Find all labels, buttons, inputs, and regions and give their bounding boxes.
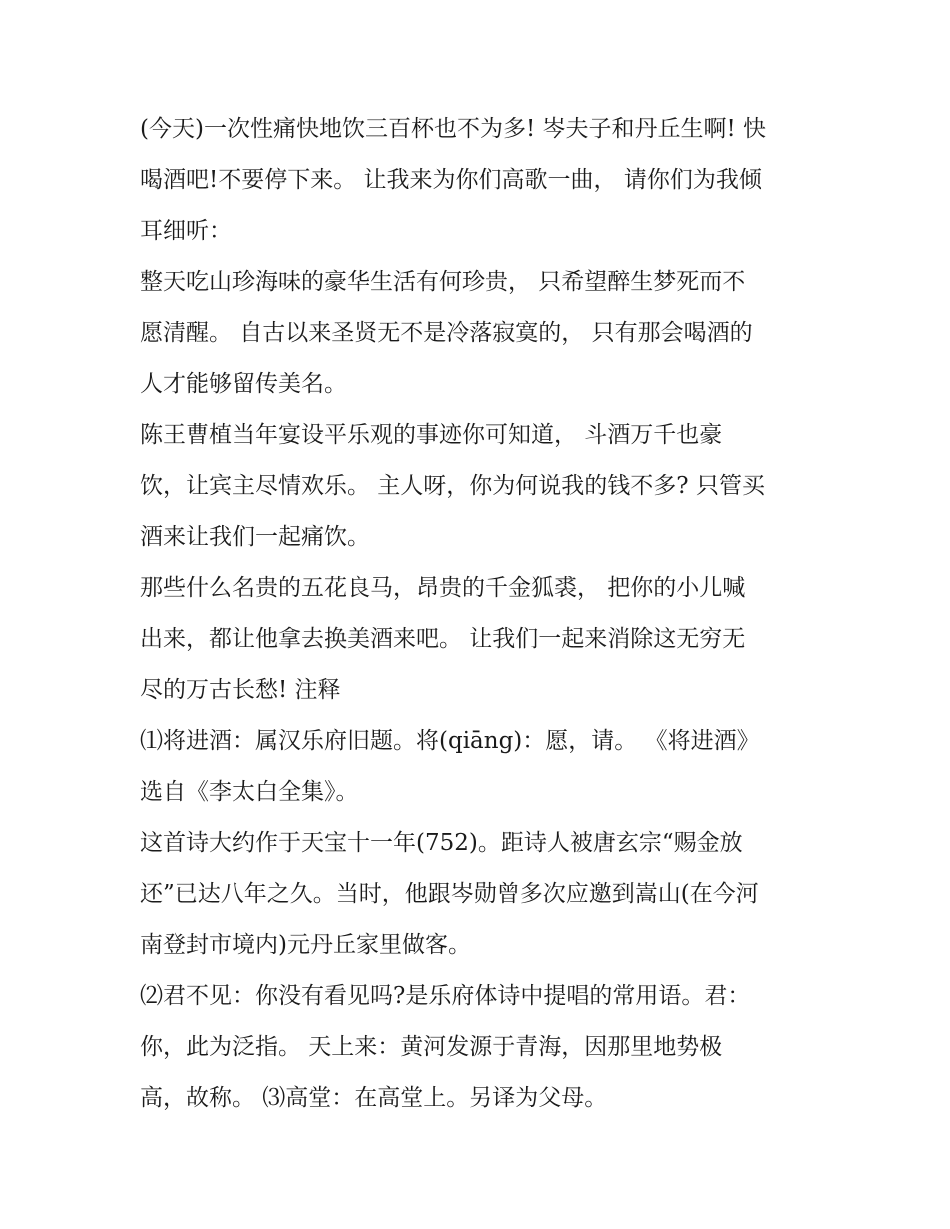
text-line: 那些什么名贵的五花良马，昂贵的千金狐裘， 把你的小儿喊 [140,575,746,601]
text-line: 你，此为泛指。 天上来：黄河发源于青海，因那里地势极 [140,1034,723,1060]
text-line: 喝酒吧!不要停下来。 让我来为你们高歌一曲， 请你们为我倾 [140,167,762,193]
text-line: (今天)一次性痛快地饮三百杯也不为多! 岑夫子和丹丘生啊! 快 [140,116,767,142]
text-line: ⑵君不见：你没有看见吗?是乐府体诗中提唱的常用语。君： [140,983,751,1009]
text-line: 这首诗大约作于天宝十一年(752)。距诗人被唐玄宗“赐金放 [140,830,743,856]
text-line: 还”已达八年之久。当时，他跟岑勋曾多次应邀到嵩山(在今河 [140,881,759,907]
text-line: 整天吃山珍海味的豪华生活有何珍贵， 只希望醉生梦死而不 [140,269,746,295]
text-line: 耳细听： [140,218,232,244]
text-line: 人才能够留传美名。 [140,371,347,397]
text-line: 选自《李太白全集》。 [140,779,359,805]
document-body [140,104,820,1124]
text-line: 南登封市境内)元丹丘家里做客。 [140,932,471,958]
text-line: 饮，让宾主尽情欢乐。 主人呀，你为何说我的钱不多? 只管买 [140,473,765,499]
text-line: 出来，都让他拿去换美酒来吧。 让我们一起来消除这无穷无 [140,626,746,652]
text-line: 尽的万古长愁! 注释 [140,677,341,703]
text-line: 酒来让我们一起痛饮。 [140,524,370,550]
text-line: 陈王曹植当年宴设平乐观的事迹你可知道， 斗酒万千也豪 [140,422,723,448]
text-line: 高，故称。 ⑶高堂：在高堂上。另译为父母。 [140,1085,608,1111]
text-line: ⑴将进酒：属汉乐府旧题。将(qiāng)：愿，请。 《将进酒》 [140,728,760,754]
text-line: 愿清醒。 自古以来圣贤无不是冷落寂寞的， 只有那会喝酒的 [140,320,753,346]
